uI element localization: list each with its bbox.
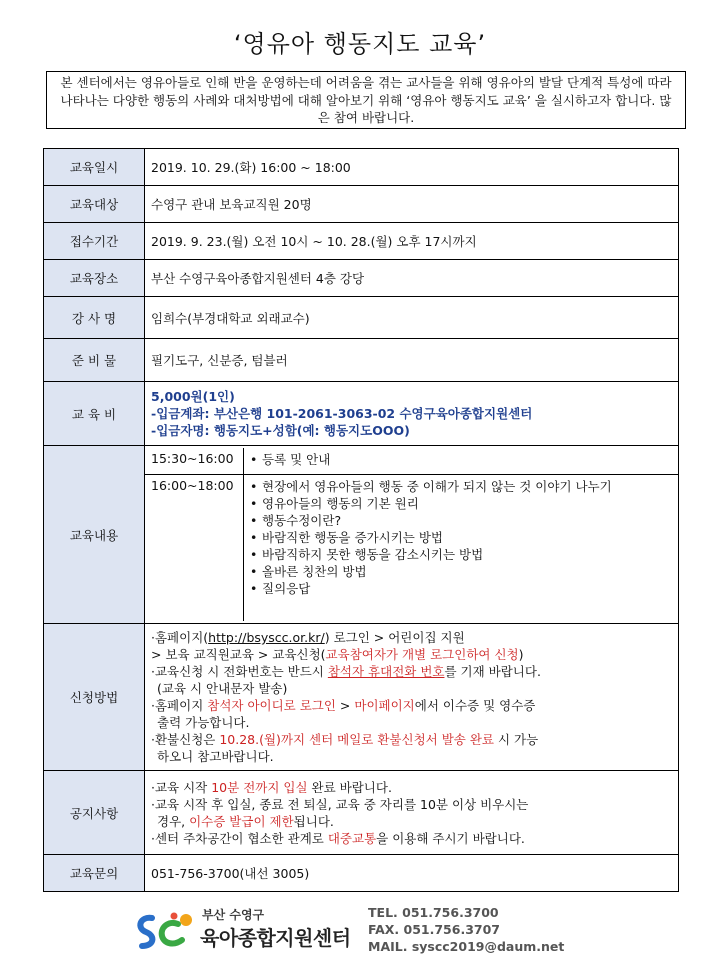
row-inquiry — [44, 855, 679, 892]
label-notice: 공지사항 — [44, 771, 145, 855]
label-date: 교육일시 — [44, 149, 145, 186]
row-prep — [44, 339, 679, 382]
page-title: ‘영유아 행동지도 교육’ — [233, 30, 487, 58]
row-period — [44, 223, 679, 260]
org-region: 부산 수영구 — [202, 908, 265, 922]
fee-account: -입금계좌: 부산은행 101-2061-3063-02 수영구육아종합지원센터 — [151, 406, 533, 421]
value-date: 2019. 10. 29.(화) 16:00 ~ 18:00 — [145, 149, 679, 186]
contact-info — [368, 904, 564, 955]
text: (교육 시 안내문자 발송) — [157, 681, 288, 696]
schedule-item: • 등록 및 안내 — [250, 451, 672, 468]
highlight-text: 이수증 발급이 제한 — [189, 813, 294, 829]
highlight-text: 마이페이지 — [354, 698, 415, 713]
label-place: 교육장소 — [44, 260, 145, 297]
text: ) 로그인 > 어린이집 지원 — [324, 630, 465, 645]
value-apply — [145, 624, 679, 771]
schedule-row — [145, 448, 678, 475]
value-prep: 필기도구, 신분증, 텀블러 — [145, 339, 679, 382]
schedule-items — [244, 448, 679, 475]
label-inquiry: 교육문의 — [44, 855, 145, 892]
schedule-time: 15:30~16:00 — [145, 448, 244, 475]
contact-tel: TEL. 051.756.3700 — [368, 905, 499, 920]
fee-depositor: -입금자명: 행동지도+성함(예: 행동지도OOO) — [151, 423, 410, 438]
row-target — [44, 186, 679, 223]
text: 하오니 참고바랍니다. — [157, 749, 274, 764]
highlight-text: 참석자 아이디로 로그인 — [207, 698, 336, 713]
fee-amount: 5,000원(1인) — [151, 389, 235, 404]
schedule-item: • 올바른 칭찬의 방법 — [250, 563, 672, 580]
value-lecturer: 임희수(부경대학교 외래교수) — [145, 297, 679, 339]
value-notice — [145, 771, 679, 855]
text: ·홈페이지 — [151, 698, 208, 713]
text: ·홈페이지( — [151, 630, 209, 645]
apply-text — [145, 625, 678, 769]
text: ·교육신청 시 전화번호는 반드시 — [151, 664, 328, 679]
value-period: 2019. 9. 23.(월) 오전 10시 ~ 10. 28.(월) 오후 17시까지 — [145, 223, 679, 260]
text: ·교육 시작 후 입실, 종료 전 퇴실, 교육 중 자리를 10분 이상 비우시는 — [151, 796, 529, 812]
homepage-link[interactable]: http://bsyscc.or.kr/ — [208, 630, 325, 645]
highlight-text: 10.28.(월)까지 센터 메일로 환불신청서 발송 완료 — [219, 732, 494, 747]
highlight-text: 10분 전까지 입실 — [211, 779, 308, 795]
row-apply — [44, 624, 679, 771]
text: ) — [518, 647, 524, 662]
contact-mail[interactable]: MAIL. syscc2019@daum.net — [368, 939, 565, 954]
value-fee — [145, 382, 679, 446]
text: ·환불신청은 — [151, 732, 220, 747]
org-name: 육아종합지원센터 — [200, 926, 351, 950]
label-fee: 교 육 비 — [44, 382, 145, 446]
schedule-item: • 현장에서 영유아들의 행동 중 이해가 되지 않는 것 이야기 나누기 — [250, 478, 672, 495]
center-logo-icon — [134, 910, 198, 954]
value-target: 수영구 관내 보육교직원 20명 — [145, 186, 679, 223]
text: 경우, — [157, 813, 190, 829]
value-place: 부산 수영구육아종합지원센터 4층 강당 — [145, 260, 679, 297]
text: 에서 이수증 및 영수증 — [414, 698, 536, 713]
schedule-item: • 영유아들의 행동의 기본 원리 — [250, 495, 672, 512]
highlight-text: 교육참여자가 개별 로그인하여 신청 — [325, 647, 519, 662]
text: ·교육 시작 — [151, 779, 212, 795]
label-lecturer: 강 사 명 — [44, 297, 145, 339]
label-prep: 준 비 물 — [44, 339, 145, 382]
text: > — [335, 698, 355, 713]
schedule-item: • 행동수정이란? — [250, 512, 672, 529]
contact-fax: FAX. 051.756.3707 — [368, 922, 500, 937]
text: ·센터 주차공간이 협소한 관계로 — [151, 830, 328, 846]
schedule-item: • 바람직하지 못한 행동을 감소시키는 방법 — [250, 546, 672, 563]
text: 출력 가능합니다. — [157, 715, 250, 730]
value-content — [145, 446, 679, 624]
text: 시 가능 — [493, 732, 539, 747]
schedule-time: 16:00~18:00 — [145, 475, 244, 622]
schedule-items — [244, 475, 679, 622]
schedule-row — [145, 475, 678, 622]
label-period: 접수기간 — [44, 223, 145, 260]
row-lecturer — [44, 297, 679, 339]
row-place — [44, 260, 679, 297]
schedule-item: • 바람직한 행동을 증가시키는 방법 — [250, 529, 672, 546]
row-content — [44, 446, 679, 624]
label-apply: 신청방법 — [44, 624, 145, 771]
text: 를 기재 바랍니다. — [444, 664, 541, 679]
text: 완료 바랍니다. — [307, 779, 392, 795]
label-content: 교육내용 — [44, 446, 145, 624]
text: 됩니다. — [293, 813, 334, 829]
highlight-text: 대중교통 — [327, 830, 377, 846]
schedule-table — [145, 448, 678, 621]
row-fee — [44, 382, 679, 446]
row-notice — [44, 771, 679, 855]
text: 을 이용해 주시기 바랍니다. — [376, 830, 525, 846]
row-date — [44, 149, 679, 186]
notice-text — [145, 775, 678, 851]
label-target: 교육대상 — [44, 186, 145, 223]
value-inquiry: 051-756-3700(내선 3005) — [145, 855, 679, 892]
info-table — [43, 148, 679, 892]
intro-box: 본 센터에서는 영유아들로 인해 반을 운영하는데 어려움을 겪는 교사들을 위해 영유아의 발달 단계적 특성에 따라 나타나는 다양한 행동의 사례와 대처방법에 대해 알아보기 위해 ‘영유아 행동지도 교육’ 을 실시하고자 합니다. 많은 참여 바랍니다. — [46, 71, 686, 129]
text: > 보육 교직원교육 > 교육신청( — [151, 647, 326, 662]
highlight-text: 참석자 휴대전화 번호 — [327, 664, 445, 679]
schedule-item: • 질의응답 — [250, 580, 672, 597]
